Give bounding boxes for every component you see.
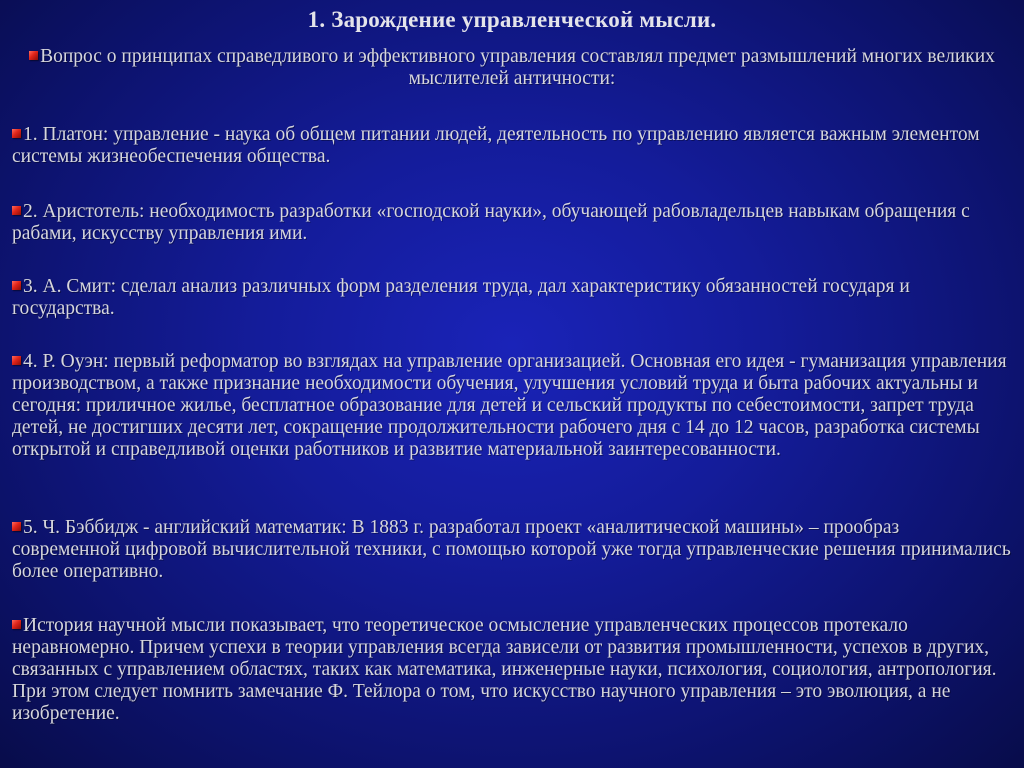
list-item-text: 4. Р. Оуэн: первый реформатор во взглядах на управление организацией. Основная его идея - гуманизация управления производством, а также признание необходимости обучения, улучшения условий труда и быта рабочих актуальны и сегодня: приличное жилье, бесплатное образование для детей и сельский продукты по себестоимости, запрет труда детей, не достигших десяти лет, сокращение продолжительности рабочего дня с 14 до 12 часов, разработка системы открытой и справедливой оценки работников и развитие материальной заинтересованности. [12, 351, 1007, 460]
bullet-icon [12, 281, 21, 290]
bullet-icon [12, 206, 21, 215]
list-item-plato [12, 124, 1012, 168]
bullet-icon [12, 522, 21, 531]
list-item-text: 5. Ч. Бэббидж - английский математик: В 1883 г. разработал проект «аналитической машины» – прообраз современной цифровой вычислительной техники, с помощью которой уже тогда управленческие решения принимались более оперативно. [12, 517, 1011, 582]
list-item-text: 2. Аристотель: необходимость разработки «господской науки», обучающей рабовладельцев навыкам обращения с рабами, искусству управления ими. [12, 201, 970, 244]
list-item-aristotle [12, 201, 1012, 245]
list-item-text: 3. А. Смит: сделал анализ различных форм разделения труда, дал характеристику обязанностей государя и государства. [12, 276, 910, 319]
list-item-text: 1. Платон: управление - наука об общем питании людей, деятельность по управлению является важным элементом системы жизнеобеспечения общества. [12, 124, 980, 167]
bullet-icon [12, 129, 21, 138]
conclusion-text: История научной мысли показывает, что теоретическое осмысление управленческих процессов протекало неравномерно. Причем успехи в теории управления всегда зависели от развития промышленности, успехов в других, связанных с управлением областях, таких как математика, инженерные науки, психология, социология, антропология. При этом следует помнить замечание Ф. Тейлора о том, что искусство научного управления – это эволюция, а не изобретение. [12, 615, 997, 724]
conclusion-paragraph [12, 615, 1012, 725]
list-item-smith [12, 276, 1012, 320]
bullet-icon [29, 51, 38, 60]
intro-paragraph [22, 46, 1002, 90]
intro-text: Вопрос о принципах справедливого и эффективного управления составлял предмет размышлений многих великих мыслителей античности: [40, 46, 995, 89]
slide-title: 1. Зарождение управленческой мысли. [307, 7, 717, 32]
bullet-icon [12, 620, 21, 629]
list-item-babbage [12, 517, 1012, 583]
list-item-owen [12, 351, 1012, 461]
bullet-icon [12, 356, 21, 365]
